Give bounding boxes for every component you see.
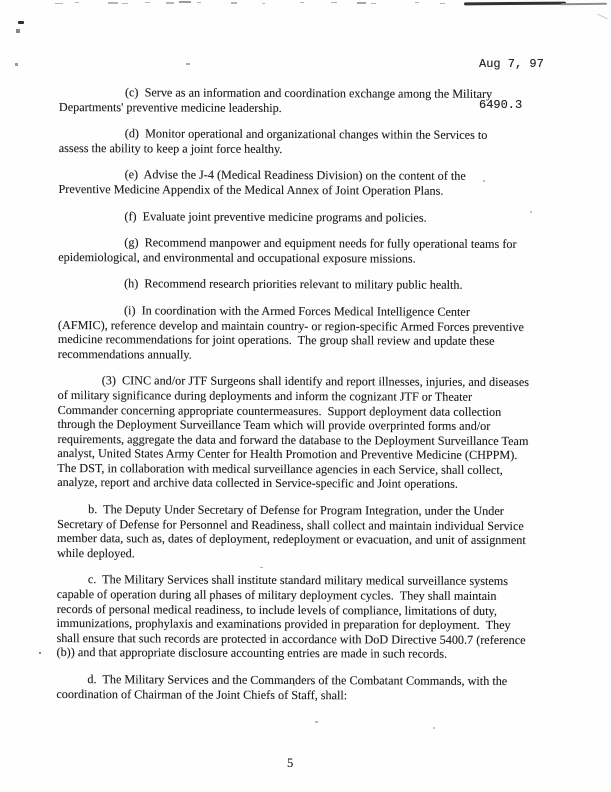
- paragraph-f: (f) Evaluate joint preventive medicine programs and policies.: [124, 208, 427, 225]
- scan-mark: [331, 2, 337, 3]
- scan-mark-speck: [39, 652, 41, 654]
- scan-mark-speck: [15, 63, 18, 66]
- paragraph-b-main: b. The Deputy Under Secretary of Defense for Program Integration, under the Under Secretary of Defense for Personnel and Readiness, shall collect and maintain individual Service member data, such as, dates of deployment, redeployment or evacuation, and unit of assignment while deployed.: [56, 502, 526, 561]
- paragraph-c-main: c. The Military Services shall institute standard military medical surveillance systems capable of operation during all phases of military deployment cycles. They shall maintain records of personal medical readiness, to include levels of compliance, limitations of duty, immunizations, prophylaxis and examinations provided in preparation for deployment. They shall ensure that such records are protected in accordance with DoD Directive 5400.7 (reference (b)) and that appropriate disclosure accounting entries are made in such records.: [56, 572, 526, 662]
- scan-mark: [166, 2, 174, 4]
- scan-mark: [108, 2, 118, 4]
- scan-mark: [122, 3, 128, 4]
- scan-mark: [145, 2, 150, 3]
- scan-artifact-fleck: [597, 14, 607, 20]
- scan-mark-speck: [186, 63, 190, 65]
- header-date: Aug 7, 97: [479, 57, 544, 71]
- document-body: [56, 85, 564, 703]
- header-directive-number: 6490.3: [479, 97, 523, 112]
- scan-mark: [300, 2, 304, 3]
- scan-mark: [415, 2, 419, 3]
- scan-mark-speck: [315, 721, 318, 723]
- scan-mark: [179, 1, 191, 3]
- scan-mark: [371, 3, 376, 4]
- paragraph-g: (g) Recommend manpower and equipment needs for fully operational teams for epidemiological, and environmental and occupational exposure missions.: [58, 235, 517, 266]
- scan-mark: [440, 3, 445, 4]
- scan-mark: [55, 3, 63, 4]
- paragraph-h: (h) Recommend research priorities relevant to military public health.: [124, 276, 463, 293]
- scan-mark-speck: [433, 727, 435, 729]
- paragraph-i: (i) In coordination with the Armed Forces Medical Intelligence Center (AFMIC), reference develop and maintain country- or region-specific Armed Forces preventive medicine recommendations for joint operations. The group shall review and update these recommendations annually.: [57, 303, 524, 362]
- scan-mark: [197, 2, 201, 3]
- paragraph-d: (d) Monitor operational and organizational changes within the Services to assess the ability to keep a joint force healthy.: [58, 126, 488, 156]
- paragraph-d-main: d. The Military Services and the Commanders of the Combatant Commands, with the coordination of Chairman of the Joint Chiefs of Staff, shall:: [56, 672, 508, 702]
- scan-mark: [262, 3, 265, 4]
- scan-mark-colon-bottom: [16, 29, 20, 33]
- page-number: 5: [287, 756, 294, 770]
- scan-mark: [231, 2, 237, 4]
- scan-artifact-dark-line: [464, 2, 566, 6]
- paragraph-3: (3) CINC and/or JTF Surgeons shall identify and report illnesses, injuries, and diseases of military significance during deployments and inform the cognizant JTF or Theater Commander concerning appropriate countermeasures. Support deployment data collection through the Deployment Surveillance Team which will provide overprinted forms and/or requirements, aggregate the data and forward the database to the Deployment Surveillance Team analyst, United States Army Center for Health Promotion and Preventive Medicine (CHPPM). The DST, in collaboration with medical surveillance agencies in each Service, shall collect, analyze, report and archive data collected in Service-specific and Joint operations.: [57, 373, 530, 492]
- scan-mark: [357, 2, 366, 4]
- scan-artifact-dark-line-tail: [561, 3, 607, 6]
- paragraph-c: (c) Serve as an information and coordination exchange among the Military Departments' preventive medicine leadership.: [58, 85, 493, 115]
- paragraph-e: (e) Advise the J-4 (Medical Readiness Division) on the content of the Preventive Medicine Appendix of the Medical Annex of Joint Operation Plans.: [58, 167, 466, 198]
- scan-mark: [75, 2, 79, 3]
- scan-mark-colon-top: [18, 21, 24, 24]
